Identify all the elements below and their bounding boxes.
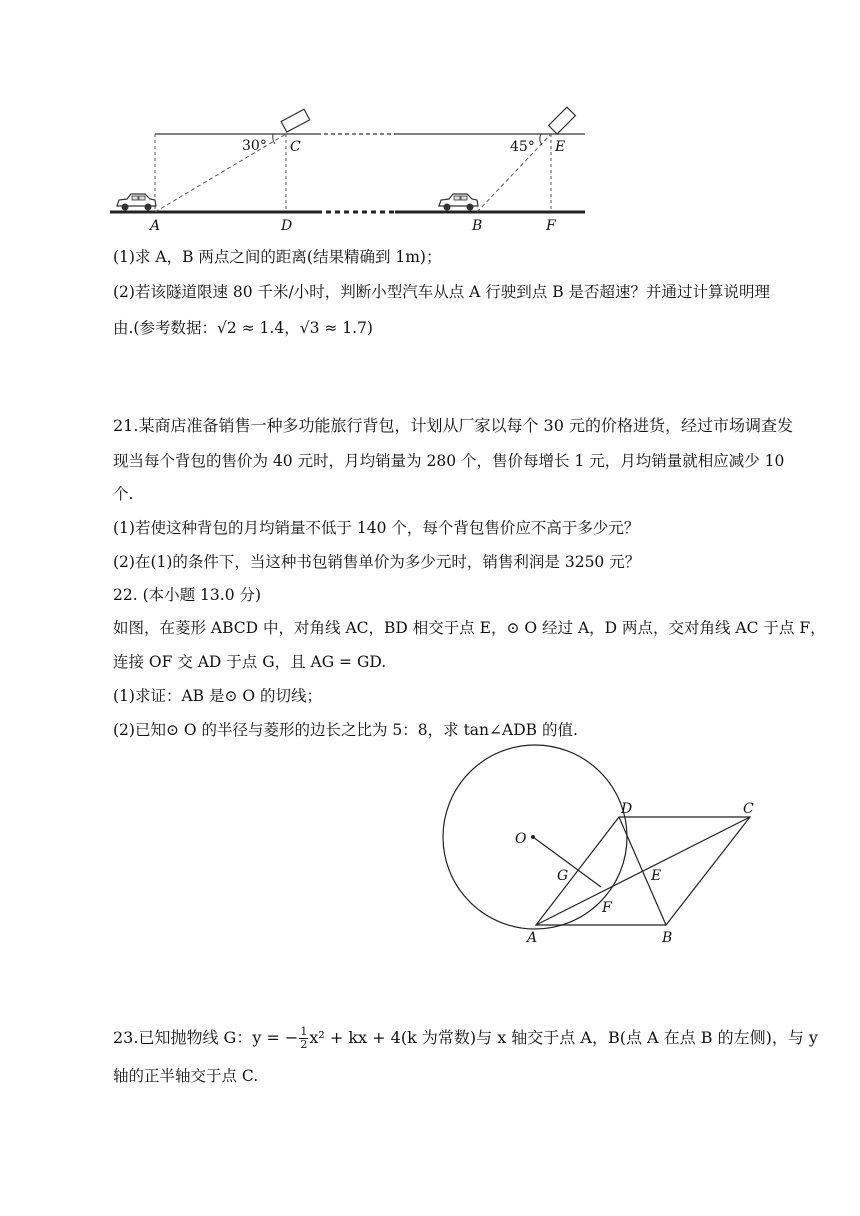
q21-line3: 个. xyxy=(113,485,134,503)
q22-part1: (1)求证：AB 是⊙ O 的切线； xyxy=(113,687,323,705)
label-angle-c: 30° xyxy=(242,138,267,154)
q23-fraction xyxy=(299,1026,308,1051)
label-b: B xyxy=(662,930,673,946)
label-f: F xyxy=(546,218,556,234)
q21-line1: 21.某商店准备销售一种多功能旅行背包，计划从厂家以每个 30 元的价格进货，经过市场调查发 xyxy=(113,416,793,435)
label-angle-e: 45° xyxy=(510,139,535,155)
q20-part2-line2: 由.(参考数据：√2 ≈ 1.4，√3 ≈ 1.7) xyxy=(113,319,373,337)
tunnel-figure xyxy=(105,100,595,235)
label-e: E xyxy=(555,139,566,155)
car-b-icon xyxy=(439,194,478,211)
q23-line1 xyxy=(113,1026,818,1051)
q21-part1: (1)若使这种背包的月均销量不低于 140 个，每个背包售价应不高于多少元？ xyxy=(113,519,640,537)
q20-part2-line1: (2)若该隧道限速 80 千米/小时，判断小型汽车从点 A 行驶到点 B 是否超速？并通过计算说明理 xyxy=(113,283,771,301)
label-g: G xyxy=(557,868,569,884)
q23-line2: 轴的正半轴交于点 C. xyxy=(113,1067,259,1085)
q22-header: 22. (本小题 13.0 分) xyxy=(113,586,262,604)
label-c: C xyxy=(743,801,754,817)
q22-part2: (2)已知⊙ O 的半径与菱形的边长之比为 5：8，求 tan∠ADB 的值. xyxy=(113,721,578,739)
q21-line2: 现当每个背包的售价为 40 元时，月均销量为 280 个，售价每增长 1 元，月均销量就相应减少 10 xyxy=(113,452,785,470)
center-o-dot xyxy=(531,835,535,839)
label-c: C xyxy=(290,139,301,155)
rhombus-circle-figure xyxy=(430,740,770,950)
label-f: F xyxy=(602,900,612,916)
label-o: O xyxy=(515,831,527,847)
label-d: D xyxy=(621,801,633,817)
q23-line1-suffix: x² + kx + 4(k 为常数)与 x 轴交于点 A，B(点 A 在点 B 的左侧)，与 y xyxy=(309,1028,818,1047)
label-a: A xyxy=(527,930,538,946)
q20-part1: (1)求 A，B 两点之间的距离(结果精确到 1m)； xyxy=(113,248,442,266)
label-d: D xyxy=(281,218,293,234)
car-a-icon xyxy=(117,194,156,211)
label-b: B xyxy=(472,218,483,234)
label-a: A xyxy=(150,218,161,234)
q22-line1: 如图，在菱形 ABCD 中，对角线 AC，BD 相交于点 E，⊙ O 经过 A，D 两点，交对角线 AC 于点 F， xyxy=(113,619,826,637)
q22-line2: 连接 OF 交 AD 于点 G，且 AG = GD. xyxy=(113,653,387,671)
q23-line1-prefix: 23.已知抛物线 G：y = − xyxy=(113,1028,299,1047)
camera-e-icon xyxy=(549,107,576,134)
q23-frac-den: 2 xyxy=(300,1038,308,1051)
angle-arc-c xyxy=(273,134,275,144)
q23-frac-num: 1 xyxy=(300,1025,308,1038)
label-e: E xyxy=(651,868,662,884)
camera-c-icon xyxy=(281,109,310,132)
q21-part2: (2)在(1)的条件下，当这种书包销售单价为多少元时，销售利润是 3250 元？ xyxy=(113,553,641,571)
